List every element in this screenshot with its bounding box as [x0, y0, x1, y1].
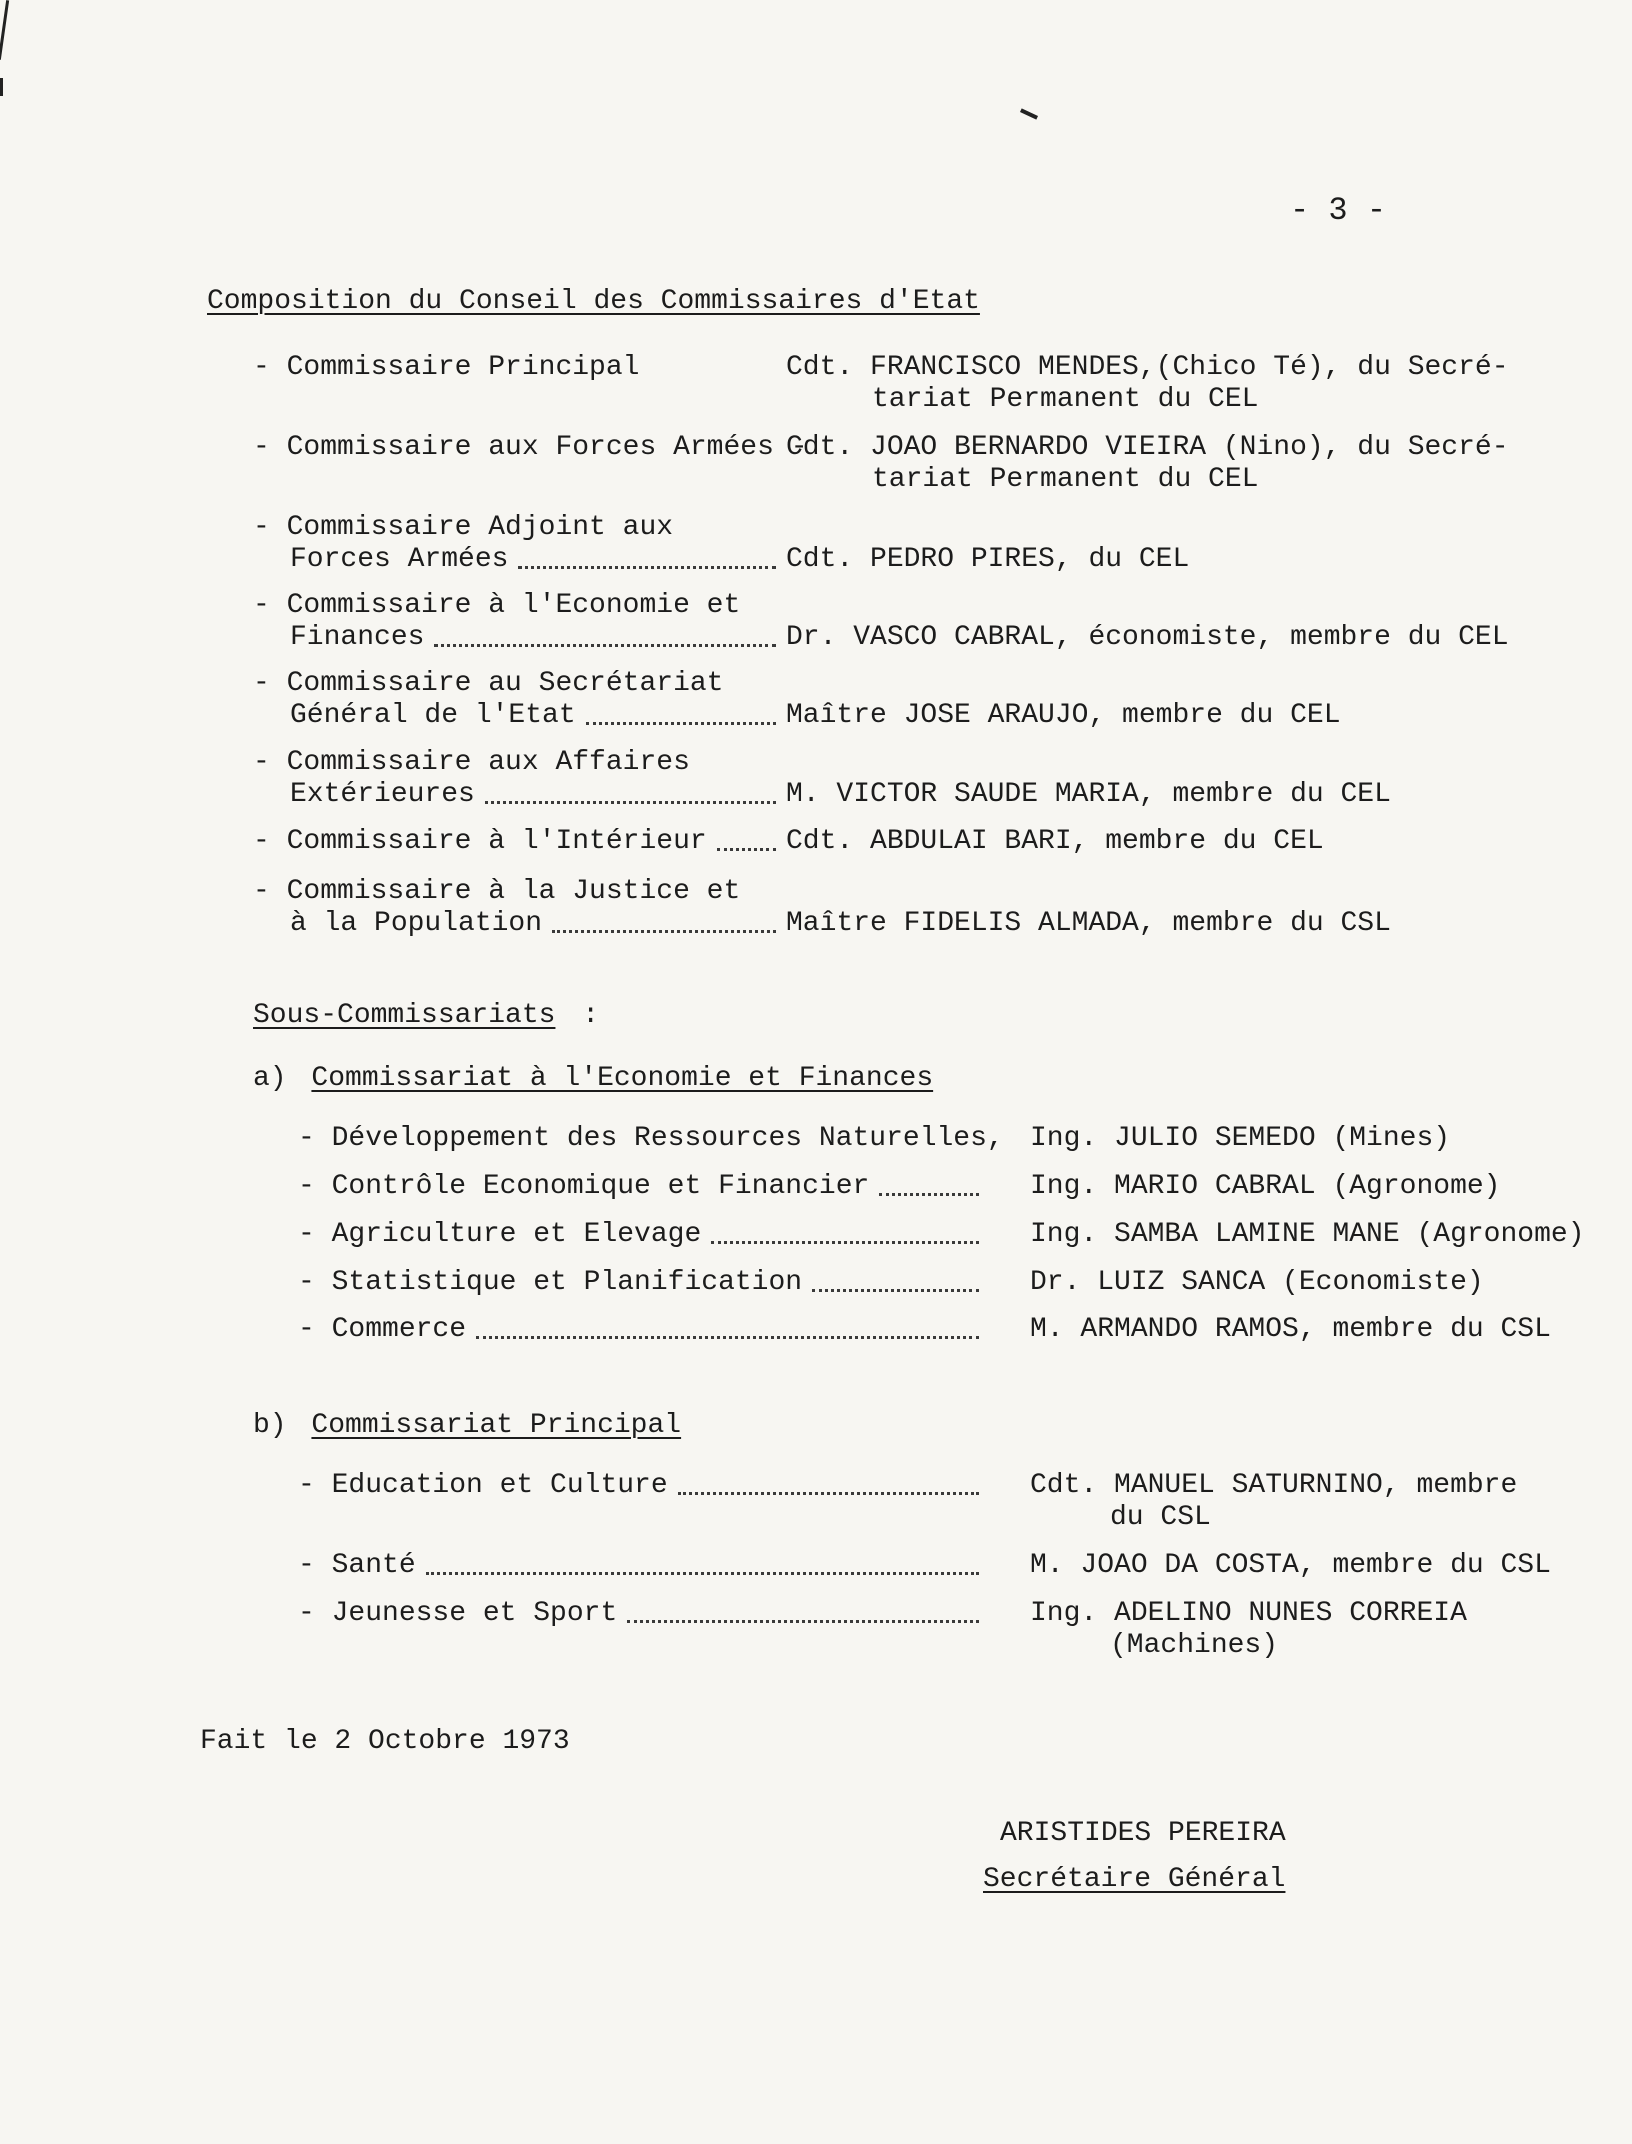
sub-item-label: - Développement des Ressources Naturelles, [298, 1123, 1004, 1154]
sub-item-holder: Ing. MARIO CABRAL (Agronome) [1030, 1171, 1501, 1202]
dot-leader [434, 644, 776, 647]
dot-leader [627, 1620, 979, 1623]
sub-item-holder: M. ARMANDO RAMOS, membre du CSL [1030, 1314, 1551, 1345]
council-label: - Commissaire Principal [253, 352, 640, 383]
section-b-marker: b) [253, 1410, 287, 1441]
council-label-row [290, 622, 782, 654]
council-member: Cdt. JOAO BERNARDO VIEIRA (Nino), du Secré- [786, 432, 1509, 463]
scan-mark [1020, 108, 1038, 119]
signatory-name: ARISTIDES PEREIRA [1000, 1818, 1286, 1849]
section-a-title: Commissariat à l'Economie et Finances [311, 1063, 934, 1094]
sub-item-row [298, 1470, 985, 1502]
council-member: M. VICTOR SAUDE MARIA, membre du CEL [786, 779, 1391, 810]
council-member: Dr. VASCO CABRAL, économiste, membre du CEL [786, 622, 1509, 653]
date-line: Fait le 2 Octobre 1973 [200, 1726, 570, 1757]
scan-mark [0, 78, 3, 96]
sub-item-row [298, 1314, 985, 1346]
sub-item-row [298, 1550, 985, 1582]
council-label: Extérieures [290, 779, 475, 810]
council-label-row [253, 826, 782, 858]
page-number: - 3 - [1290, 192, 1387, 229]
sous-heading-colon: : [582, 1000, 600, 1031]
council-label: - Commissaire à la Justice et [253, 876, 741, 907]
sub-item-holder: Cdt. MANUEL SATURNINO, membre [1030, 1470, 1518, 1501]
council-label: - Commissaire à l'Economie et [253, 590, 741, 621]
council-member: Maître FIDELIS ALMADA, membre du CSL [786, 908, 1391, 939]
dot-leader [711, 1241, 979, 1244]
sub-item-label: - Santé [298, 1550, 416, 1581]
council-label: - Commissaire à l'Intérieur [253, 826, 707, 857]
sub-item-holder: (Machines) [1110, 1630, 1279, 1661]
scan-mark [0, 0, 9, 60]
council-label: - Commissaire Adjoint aux [253, 512, 674, 543]
section-a-marker: a) [253, 1063, 287, 1094]
council-label: Forces Armées [290, 544, 509, 575]
section-a-heading [253, 1063, 933, 1095]
sub-item-label: - Contrôle Economique et Financier [298, 1171, 870, 1202]
council-member: Cdt. ABDULAI BARI, membre du CEL [786, 826, 1324, 857]
sous-heading-text: Sous-Commissariats [253, 1000, 556, 1031]
dot-leader [518, 566, 776, 569]
sub-item-label: - Commerce [298, 1314, 467, 1345]
sub-item-row [298, 1171, 985, 1203]
council-member: Maître JOSE ARAUJO, membre du CEL [786, 700, 1341, 731]
council-label-row [290, 700, 782, 732]
dot-leader [678, 1492, 979, 1495]
dot-leader [485, 801, 776, 804]
council-member: Cdt. FRANCISCO MENDES,(Chico Té), du Secré- [786, 352, 1509, 383]
dot-leader [812, 1289, 979, 1292]
council-member: Cdt. PEDRO PIRES, du CEL [786, 544, 1190, 575]
sub-item-row [298, 1219, 985, 1251]
dot-leader [586, 722, 776, 725]
council-label-row [290, 779, 782, 811]
council-label-row [290, 544, 782, 576]
sub-item-holder: Ing. ADELINO NUNES CORREIA [1030, 1598, 1467, 1629]
section-b-heading [253, 1410, 681, 1442]
council-member: tariat Permanent du CEL [872, 384, 1259, 415]
dot-leader [879, 1193, 979, 1196]
sub-item-row [298, 1267, 985, 1299]
council-label-row [290, 908, 782, 940]
sub-item-holder: Ing. SAMBA LAMINE MANE (Agronome) [1030, 1219, 1585, 1250]
sub-item-label: - Statistique et Planification [298, 1267, 803, 1298]
council-label: - Commissaire aux Affaires [253, 747, 690, 778]
council-label: Finances [290, 622, 425, 653]
sub-item-holder: du CSL [1110, 1502, 1211, 1533]
document-title: Composition du Conseil des Commissaires d'Etat [207, 286, 980, 317]
council-label: - Commissaire aux Forces Armées - [253, 432, 808, 463]
sub-item-label: - Education et Culture [298, 1470, 668, 1501]
section-b-title: Commissariat Principal [311, 1410, 682, 1441]
dot-leader [426, 1572, 979, 1575]
council-label: - Commissaire au Secrétariat [253, 668, 724, 699]
sub-item-holder: Ing. JULIO SEMEDO (Mines) [1030, 1123, 1451, 1154]
sub-item-row [298, 1598, 985, 1630]
dot-leader [717, 848, 776, 851]
sub-item-holder: M. JOAO DA COSTA, membre du CSL [1030, 1550, 1551, 1581]
sub-item-holder: Dr. LUIZ SANCA (Economiste) [1030, 1267, 1484, 1298]
council-member: tariat Permanent du CEL [872, 464, 1259, 495]
signatory-title: Secrétaire Général [983, 1864, 1286, 1895]
sub-item-label: - Agriculture et Elevage [298, 1219, 702, 1250]
council-label: à la Population [290, 908, 543, 939]
sub-item-label: - Jeunesse et Sport [298, 1598, 618, 1629]
sous-commissariats-heading [253, 1000, 599, 1032]
council-label: Général de l'Etat [290, 700, 576, 731]
dot-leader [476, 1336, 979, 1339]
dot-leader [552, 930, 776, 933]
